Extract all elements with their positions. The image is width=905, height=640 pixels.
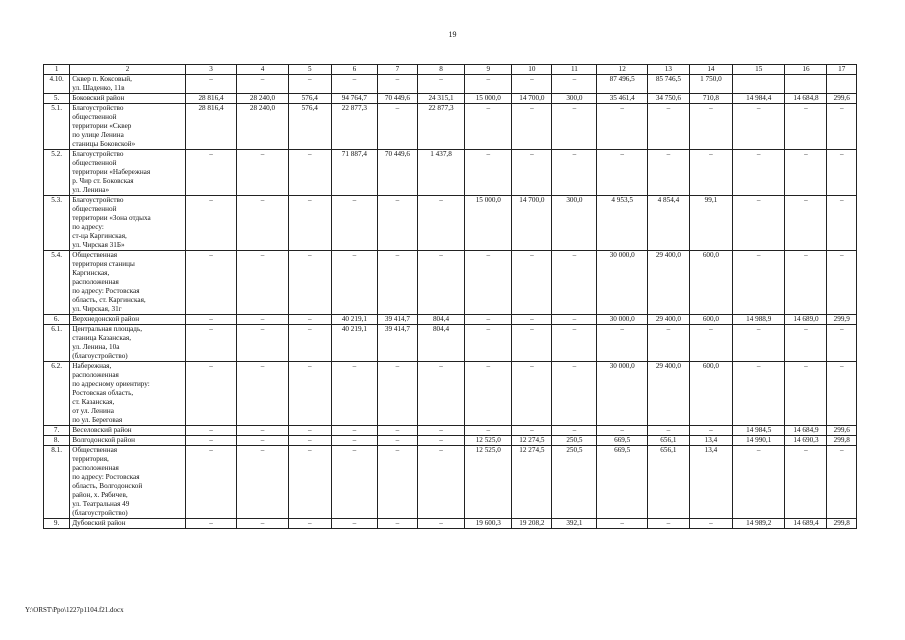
value-cell: 30 000,0: [597, 362, 647, 426]
value-cell: –: [377, 446, 417, 519]
value-cell: 299,8: [827, 519, 857, 529]
value-cell: –: [647, 150, 689, 196]
value-cell: –: [465, 426, 512, 436]
value-cell: –: [597, 519, 647, 529]
value-cell: [732, 75, 785, 94]
value-cell: –: [417, 251, 464, 315]
value-cell: –: [185, 519, 236, 529]
value-cell: 19 600,3: [465, 519, 512, 529]
value-cell: 669,5: [597, 446, 647, 519]
value-cell: 576,4: [288, 94, 331, 104]
value-cell: –: [185, 436, 236, 446]
value-cell: –: [827, 446, 857, 519]
row-number: 5.3.: [44, 196, 70, 251]
value-cell: –: [689, 104, 732, 150]
value-cell: 70 449,6: [377, 94, 417, 104]
value-cell: 30 000,0: [597, 251, 647, 315]
table-row: [44, 436, 857, 446]
value-cell: 15 000,0: [465, 196, 512, 251]
row-name: Центральная площадь, станица Казанская, ул. Ленина, 10а (благоустройство): [70, 325, 186, 362]
value-cell: –: [237, 251, 288, 315]
row-name: Благоустройство общественной территории «Сквер по улице Ленина станицы Боковской»: [70, 104, 186, 150]
value-cell: –: [597, 426, 647, 436]
value-cell: 40 219,1: [331, 325, 377, 362]
value-cell: 299,9: [827, 315, 857, 325]
row-number: 5.1.: [44, 104, 70, 150]
value-cell: –: [331, 519, 377, 529]
table-row: [44, 362, 857, 426]
value-cell: –: [647, 519, 689, 529]
value-cell: 392,1: [552, 519, 597, 529]
value-cell: –: [417, 519, 464, 529]
value-cell: –: [465, 251, 512, 315]
value-cell: –: [552, 251, 597, 315]
value-cell: –: [827, 196, 857, 251]
value-cell: –: [827, 251, 857, 315]
value-cell: 30 000,0: [597, 315, 647, 325]
table-row: [44, 519, 857, 529]
value-cell: –: [465, 104, 512, 150]
value-cell: –: [465, 150, 512, 196]
value-cell: –: [185, 196, 236, 251]
page-number: 19: [448, 30, 457, 39]
value-cell: 34 750,6: [647, 94, 689, 104]
value-cell: –: [597, 104, 647, 150]
value-cell: –: [647, 426, 689, 436]
value-cell: –: [785, 196, 827, 251]
value-cell: 300,0: [552, 196, 597, 251]
value-cell: –: [512, 315, 552, 325]
value-cell: –: [288, 446, 331, 519]
value-cell: –: [465, 362, 512, 426]
value-cell: –: [597, 150, 647, 196]
value-cell: 14 984,5: [732, 426, 785, 436]
value-cell: –: [377, 436, 417, 446]
value-cell: –: [512, 251, 552, 315]
value-cell: 299,8: [827, 436, 857, 446]
value-cell: 14 988,9: [732, 315, 785, 325]
value-cell: –: [827, 325, 857, 362]
value-cell: –: [288, 325, 331, 362]
value-cell: 15 000,0: [465, 94, 512, 104]
value-cell: –: [288, 251, 331, 315]
value-cell: 99,1: [689, 196, 732, 251]
value-cell: –: [377, 251, 417, 315]
header-cell: 1: [44, 65, 70, 75]
row-name: Сквер п. Коксовый, ул. Шаденко, 11в: [70, 75, 186, 94]
value-cell: –: [331, 446, 377, 519]
value-cell: –: [417, 75, 464, 94]
table-row: [44, 94, 857, 104]
value-cell: –: [552, 104, 597, 150]
row-name: Набережная, расположенная по адресному ориентиру: Ростовская область, ст. Казанская, от ул. Ленина по ул. Береговая: [70, 362, 186, 426]
value-cell: –: [785, 446, 827, 519]
value-cell: –: [552, 426, 597, 436]
value-cell: –: [288, 362, 331, 426]
value-cell: 656,1: [647, 436, 689, 446]
value-cell: –: [185, 150, 236, 196]
value-cell: –: [512, 75, 552, 94]
value-cell: 14 689,4: [785, 519, 827, 529]
row-name: Общественная территория станицы Каргинская, расположенная по адресу: Ростовская область, ст. Каргинская, ул. Чирская, 31г: [70, 251, 186, 315]
value-cell: –: [185, 315, 236, 325]
value-cell: 804,4: [417, 325, 464, 362]
value-cell: 28 816,4: [185, 104, 236, 150]
row-name: Волгодонской район: [70, 436, 186, 446]
value-cell: 710,8: [689, 94, 732, 104]
value-cell: 12 525,0: [465, 446, 512, 519]
value-cell: –: [288, 315, 331, 325]
value-cell: –: [512, 104, 552, 150]
value-cell: –: [732, 362, 785, 426]
value-cell: 28 240,0: [237, 104, 288, 150]
value-cell: –: [288, 519, 331, 529]
value-cell: –: [185, 75, 236, 94]
row-number: 5.2.: [44, 150, 70, 196]
row-name: Верхнедонской район: [70, 315, 186, 325]
row-number: 5.: [44, 94, 70, 104]
value-cell: –: [465, 75, 512, 94]
value-cell: 600,0: [689, 362, 732, 426]
value-cell: 14 684,8: [785, 94, 827, 104]
row-number: 6.2.: [44, 362, 70, 426]
value-cell: 14 990,1: [732, 436, 785, 446]
value-cell: –: [377, 104, 417, 150]
value-cell: –: [377, 519, 417, 529]
value-cell: 14 989,2: [732, 519, 785, 529]
value-cell: –: [512, 362, 552, 426]
value-cell: 656,1: [647, 446, 689, 519]
header-cell: 8: [417, 65, 464, 75]
value-cell: –: [417, 362, 464, 426]
value-cell: 40 219,1: [331, 315, 377, 325]
table-row: [44, 196, 857, 251]
value-cell: –: [185, 362, 236, 426]
header-cell: 15: [732, 65, 785, 75]
value-cell: –: [288, 436, 331, 446]
value-cell: –: [377, 75, 417, 94]
value-cell: –: [647, 325, 689, 362]
value-cell: –: [288, 426, 331, 436]
table-row: [44, 325, 857, 362]
value-cell: –: [552, 315, 597, 325]
value-cell: –: [689, 519, 732, 529]
table-row: [44, 75, 857, 94]
row-number: 7.: [44, 426, 70, 436]
value-cell: –: [237, 362, 288, 426]
value-cell: 14 690,3: [785, 436, 827, 446]
value-cell: –: [785, 104, 827, 150]
row-name: Благоустройство общественной территории «Зона отдыха по адресу: ст-ца Каргинская, ул. Чирская 31Б»: [70, 196, 186, 251]
value-cell: –: [237, 325, 288, 362]
value-cell: –: [597, 325, 647, 362]
value-cell: –: [185, 446, 236, 519]
value-cell: 14 984,4: [732, 94, 785, 104]
value-cell: 22 877,3: [417, 104, 464, 150]
header-cell: 11: [552, 65, 597, 75]
value-cell: –: [377, 196, 417, 251]
value-cell: –: [237, 315, 288, 325]
value-cell: 29 400,0: [647, 251, 689, 315]
value-cell: 71 887,4: [331, 150, 377, 196]
value-cell: –: [732, 251, 785, 315]
value-cell: 14 700,0: [512, 94, 552, 104]
budget-table: [43, 64, 857, 529]
value-cell: –: [417, 196, 464, 251]
row-number: 6.: [44, 315, 70, 325]
table-row: [44, 104, 857, 150]
value-cell: –: [331, 251, 377, 315]
value-cell: –: [377, 426, 417, 436]
value-cell: 39 414,7: [377, 325, 417, 362]
value-cell: –: [732, 446, 785, 519]
value-cell: –: [331, 426, 377, 436]
value-cell: 35 461,4: [597, 94, 647, 104]
header-cell: 10: [512, 65, 552, 75]
value-cell: –: [827, 362, 857, 426]
value-cell: 600,0: [689, 315, 732, 325]
value-cell: 299,6: [827, 426, 857, 436]
value-cell: –: [512, 325, 552, 362]
table-row: [44, 251, 857, 315]
value-cell: 14 684,9: [785, 426, 827, 436]
header-cell: 12: [597, 65, 647, 75]
header-cell: 16: [785, 65, 827, 75]
table-row: [44, 315, 857, 325]
value-cell: –: [827, 104, 857, 150]
value-cell: 299,6: [827, 94, 857, 104]
value-cell: –: [237, 519, 288, 529]
value-cell: 13,4: [689, 436, 732, 446]
value-cell: –: [552, 150, 597, 196]
value-cell: –: [827, 150, 857, 196]
table-row: [44, 426, 857, 436]
value-cell: [827, 75, 857, 94]
value-cell: –: [785, 325, 827, 362]
value-cell: 94 764,7: [331, 94, 377, 104]
header-cell: 6: [331, 65, 377, 75]
value-cell: –: [785, 251, 827, 315]
value-cell: –: [288, 196, 331, 251]
value-cell: 576,4: [288, 104, 331, 150]
header-cell: 17: [827, 65, 857, 75]
header-cell: 7: [377, 65, 417, 75]
value-cell: 22 877,3: [331, 104, 377, 150]
header-row: [44, 65, 857, 75]
value-cell: 28 816,4: [185, 94, 236, 104]
value-cell: –: [417, 446, 464, 519]
header-cell: 5: [288, 65, 331, 75]
value-cell: –: [689, 426, 732, 436]
value-cell: 300,0: [552, 94, 597, 104]
value-cell: –: [689, 325, 732, 362]
value-cell: –: [288, 150, 331, 196]
header-cell: 13: [647, 65, 689, 75]
row-name: Общественная территория, расположенная по адресу: Ростовская область, Волгодонской район, х. Рябичев, ул. Театральная 49 (благоустройство): [70, 446, 186, 519]
header-cell: 4: [237, 65, 288, 75]
value-cell: –: [732, 325, 785, 362]
header-cell: 2: [70, 65, 186, 75]
value-cell: –: [237, 446, 288, 519]
value-cell: 4 953,5: [597, 196, 647, 251]
row-number: 8.1.: [44, 446, 70, 519]
value-cell: 29 400,0: [647, 362, 689, 426]
value-cell: 87 496,5: [597, 75, 647, 94]
value-cell: –: [288, 75, 331, 94]
row-name: Боковский район: [70, 94, 186, 104]
table-row: [44, 150, 857, 196]
footer-file-path: Y:\ORST\Ppo\1227p1104.f21.docx: [25, 606, 124, 614]
header-cell: 3: [185, 65, 236, 75]
value-cell: –: [785, 150, 827, 196]
header-cell: 14: [689, 65, 732, 75]
value-cell: 29 400,0: [647, 315, 689, 325]
value-cell: [785, 75, 827, 94]
value-cell: –: [237, 196, 288, 251]
row-number: 9.: [44, 519, 70, 529]
value-cell: 804,4: [417, 315, 464, 325]
value-cell: –: [512, 426, 552, 436]
value-cell: –: [331, 196, 377, 251]
value-cell: 669,5: [597, 436, 647, 446]
value-cell: –: [331, 436, 377, 446]
value-cell: –: [552, 362, 597, 426]
row-number: 4.10.: [44, 75, 70, 94]
value-cell: 70 449,6: [377, 150, 417, 196]
value-cell: 85 746,5: [647, 75, 689, 94]
value-cell: 12 274,5: [512, 446, 552, 519]
value-cell: 14 689,0: [785, 315, 827, 325]
table-row: [44, 446, 857, 519]
row-number: 6.1.: [44, 325, 70, 362]
value-cell: 250,5: [552, 436, 597, 446]
value-cell: 12 274,5: [512, 436, 552, 446]
value-cell: 250,5: [552, 446, 597, 519]
value-cell: –: [647, 104, 689, 150]
value-cell: –: [185, 426, 236, 436]
row-name: Благоустройство общественной территории «Набережная р. Чир ст. Боковская ул. Ленина»: [70, 150, 186, 196]
value-cell: –: [331, 362, 377, 426]
value-cell: –: [417, 426, 464, 436]
value-cell: 19 208,2: [512, 519, 552, 529]
row-name: Веселовский район: [70, 426, 186, 436]
header-cell: 9: [465, 65, 512, 75]
value-cell: –: [732, 104, 785, 150]
value-cell: –: [331, 75, 377, 94]
value-cell: –: [785, 362, 827, 426]
value-cell: 12 525,0: [465, 436, 512, 446]
value-cell: –: [237, 75, 288, 94]
value-cell: –: [237, 426, 288, 436]
value-cell: –: [689, 150, 732, 196]
value-cell: –: [552, 325, 597, 362]
value-cell: 13,4: [689, 446, 732, 519]
value-cell: –: [237, 436, 288, 446]
value-cell: –: [732, 196, 785, 251]
row-name: Дубовский район: [70, 519, 186, 529]
value-cell: –: [377, 362, 417, 426]
value-cell: –: [552, 75, 597, 94]
value-cell: 24 315,1: [417, 94, 464, 104]
value-cell: –: [417, 436, 464, 446]
value-cell: –: [237, 150, 288, 196]
value-cell: –: [185, 325, 236, 362]
row-number: 8.: [44, 436, 70, 446]
value-cell: 1 437,8: [417, 150, 464, 196]
value-cell: 28 240,0: [237, 94, 288, 104]
value-cell: –: [732, 150, 785, 196]
value-cell: 39 414,7: [377, 315, 417, 325]
value-cell: –: [185, 251, 236, 315]
value-cell: 14 700,0: [512, 196, 552, 251]
value-cell: –: [465, 325, 512, 362]
row-number: 5.4.: [44, 251, 70, 315]
value-cell: –: [512, 150, 552, 196]
value-cell: –: [465, 315, 512, 325]
value-cell: 600,0: [689, 251, 732, 315]
value-cell: 4 854,4: [647, 196, 689, 251]
value-cell: 1 750,0: [689, 75, 732, 94]
